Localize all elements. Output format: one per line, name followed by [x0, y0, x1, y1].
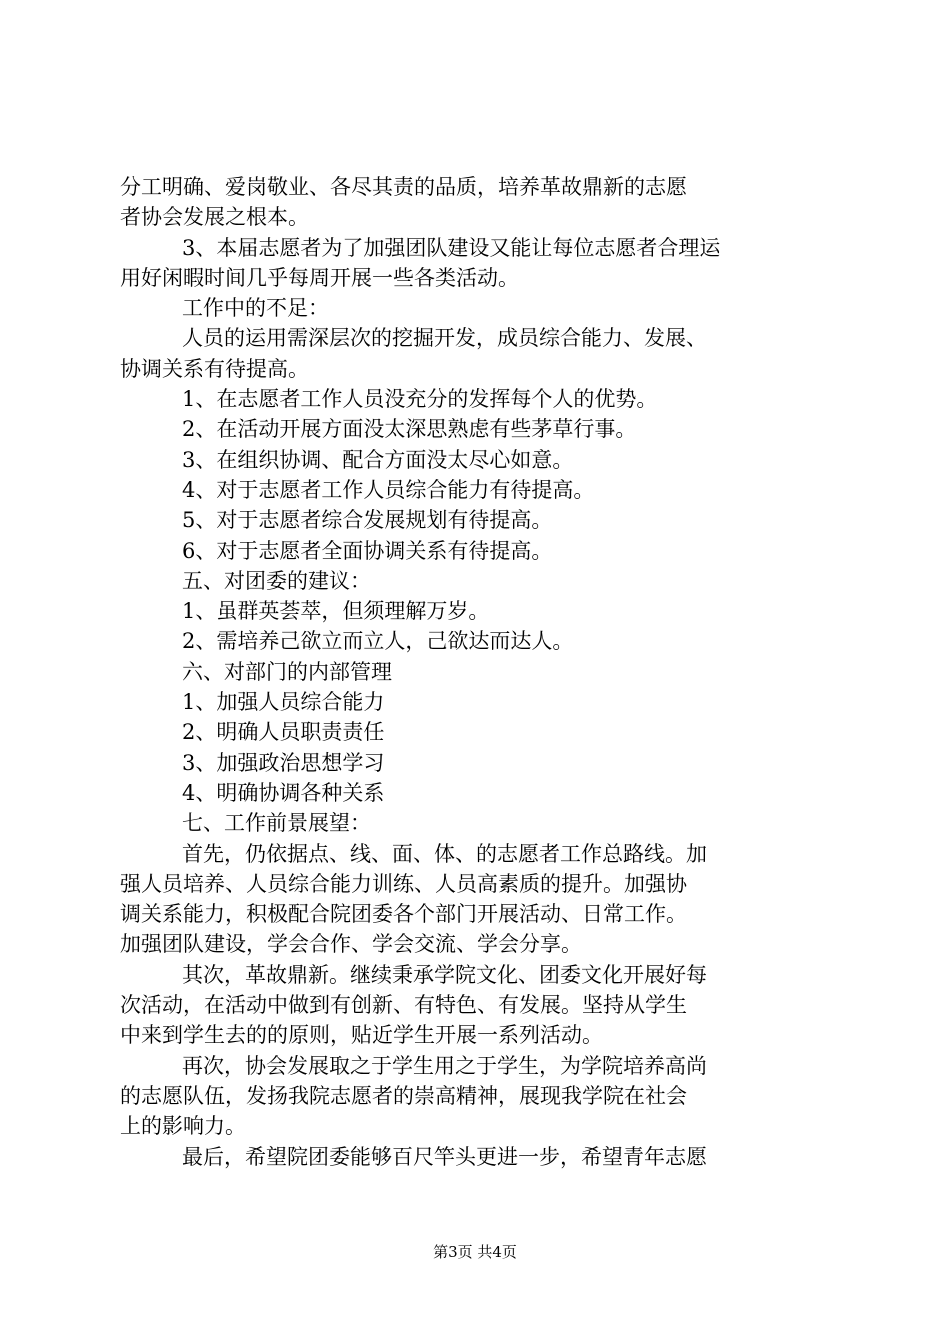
text-line: 再次，协会发展取之于学生用之于学生，为学院培养高尚: [182, 1053, 707, 1078]
text-line: 2、需培养己欲立而立人，己欲达而达人。: [182, 629, 574, 654]
text-line: 强人员培养、人员综合能力训练、人员高素质的提升。加强协: [120, 871, 687, 896]
text-line: 加强团队建设，学会合作、学会交流、学会分享。: [120, 932, 582, 957]
text-line: 3、本届志愿者为了加强团队建设又能让每位志愿者合理运: [182, 235, 721, 260]
text-line: 2、在活动开展方面没太深思熟虑有些茅草行事。: [182, 417, 637, 442]
text-line: 次活动，在活动中做到有创新、有特色、有发展。坚持从学生: [120, 993, 687, 1018]
text-line: 2、明确人员职责责任: [182, 720, 385, 745]
text-line: 上的影响力。: [120, 1114, 246, 1139]
text-line: 五、对团委的建议：: [182, 568, 371, 593]
text-line: 3、加强政治思想学习: [182, 750, 385, 775]
text-line: 调关系能力，积极配合院团委各个部门开展活动、日常工作。: [120, 902, 687, 927]
text-line: 4、明确协调各种关系: [182, 780, 385, 805]
text-line: 6、对于志愿者全面协调关系有待提高。: [182, 538, 553, 563]
text-line: 1、在志愿者工作人员没充分的发挥每个人的优势。: [182, 387, 658, 412]
text-line: 人员的运用需深层次的挖掘开发，成员综合能力、发展、: [182, 326, 707, 351]
text-line: 最后，希望院团委能够百尺竿头更进一步，希望青年志愿: [182, 1144, 707, 1169]
text-line: 首先，仍依据点、线、面、体、的志愿者工作总路线。加: [182, 841, 707, 866]
text-line: 5、对于志愿者综合发展规划有待提高。: [182, 508, 553, 533]
document-body: [120, 172, 832, 1172]
page-footer: 第3页 共4页: [433, 1243, 517, 1261]
text-line: 其次，革故鼎新。继续秉承学院文化、团委文化开展好每: [182, 962, 707, 987]
text-line: 者协会发展之根本。: [120, 205, 309, 230]
text-line: 中来到学生去的的原则，贴近学生开展一系列活动。: [120, 1023, 603, 1048]
text-line: 分工明确、爱岗敬业、各尽其责的品质，培养革故鼎新的志愿: [120, 175, 687, 199]
text-line: 工作中的不足：: [182, 296, 329, 321]
text-line: 用好闲暇时间几乎每周开展一些各类活动。: [120, 265, 519, 290]
text-line: 1、虽群英荟萃，但须理解万岁。: [182, 599, 490, 624]
text-line: 1、加强人员综合能力: [182, 690, 385, 715]
text-line: 的志愿队伍，发扬我院志愿者的崇高精神，展现我学院在社会: [120, 1083, 687, 1108]
text-line: 协调关系有待提高。: [120, 356, 309, 381]
text-line: 七、工作前景展望：: [182, 811, 371, 836]
text-line: 3、在组织协调、配合方面没太尽心如意。: [182, 447, 574, 472]
text-line: 4、对于志愿者工作人员综合能力有待提高。: [182, 477, 595, 502]
text-line: 六、对部门的内部管理: [182, 659, 392, 684]
